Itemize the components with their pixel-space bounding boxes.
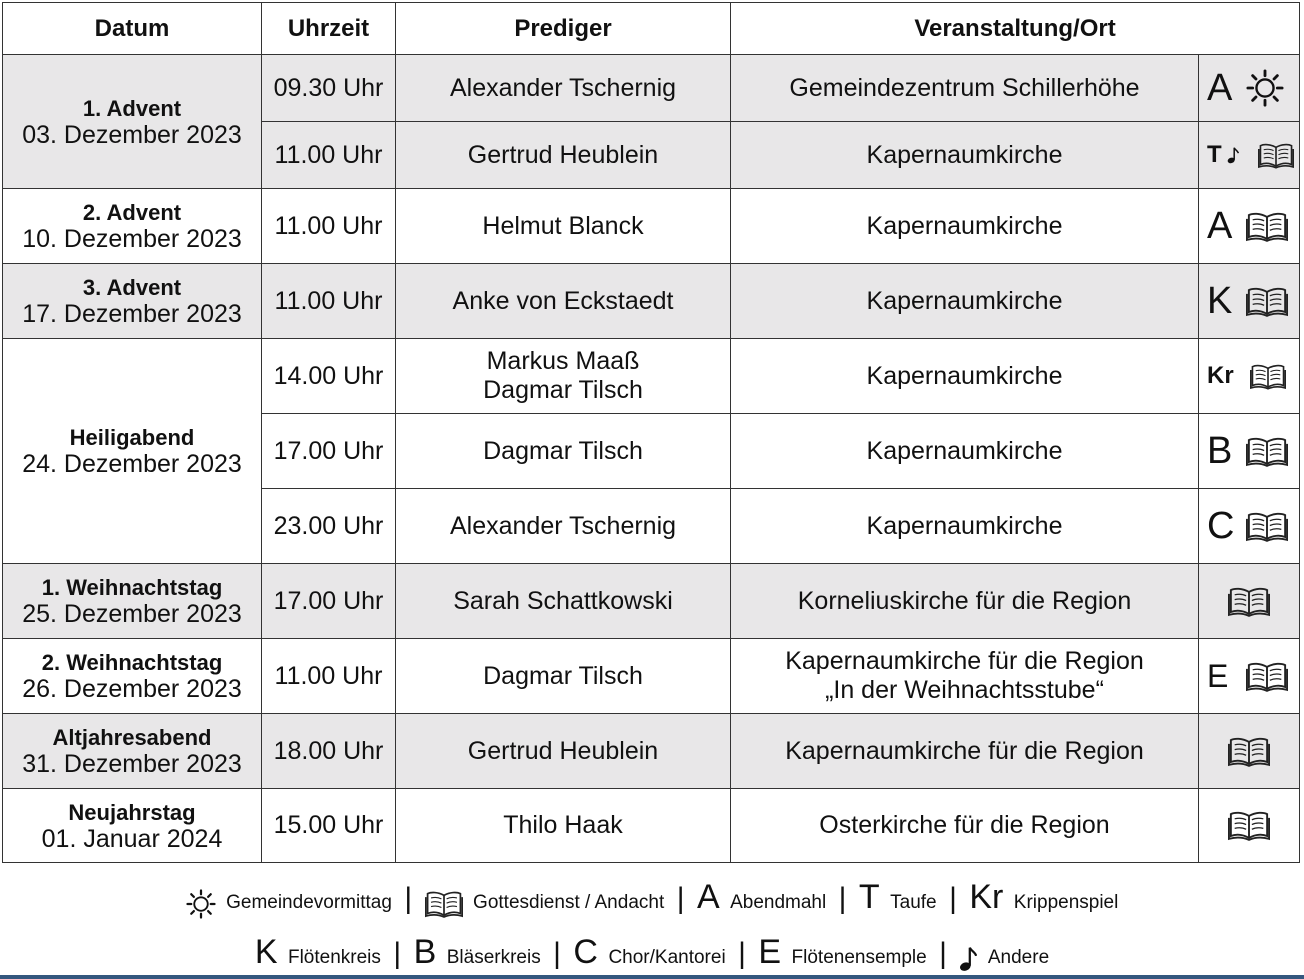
date-title: Neujahrstag xyxy=(68,799,196,825)
symbol-cell xyxy=(1199,264,1300,339)
legend-line-1 xyxy=(0,878,1304,919)
preacher-cell: Gertrud Heublein xyxy=(396,122,731,189)
preacher-cell: Dagmar Tilsch xyxy=(396,639,731,714)
book-icon xyxy=(1228,586,1270,617)
place-cell: Kapernaumkirche xyxy=(731,414,1199,489)
place-cell: Kapernaumkirche xyxy=(731,264,1199,339)
date-cell xyxy=(3,55,262,189)
legend-t-symbol: T xyxy=(858,878,880,916)
date-title: Altjahresabend xyxy=(52,725,212,750)
legend-e-symbol: E xyxy=(758,933,782,971)
date-cell xyxy=(3,714,262,789)
time-cell: 18.00 Uhr xyxy=(262,714,396,789)
symbol-cell xyxy=(1199,339,1300,414)
time-cell: 17.00 Uhr xyxy=(262,414,396,489)
preacher-cell: Alexander Tschernig xyxy=(396,55,731,122)
preacher-cell: Gertrud Heublein xyxy=(396,714,731,789)
date-title: 3. Advent xyxy=(82,275,182,300)
header-datum: Datum xyxy=(3,3,262,55)
book-icon xyxy=(1258,142,1294,169)
book-icon xyxy=(1246,661,1288,692)
symbol-letter: C xyxy=(1207,505,1235,547)
symbol-cell xyxy=(1199,189,1300,264)
legend-kr-symbol: Kr xyxy=(969,878,1004,916)
legend-k-symbol: K xyxy=(254,933,278,971)
place-line: Kapernaumkirche für die Region xyxy=(785,647,1144,675)
date-cell xyxy=(3,189,262,264)
symbol-cell xyxy=(1199,564,1300,639)
date-title: 2. Weihnachtstag xyxy=(41,650,223,675)
symbol-cell xyxy=(1199,122,1300,189)
table-row xyxy=(3,55,1300,122)
preacher-cell xyxy=(396,339,731,414)
symbol-letter: A xyxy=(1207,67,1233,109)
symbol-letter: B xyxy=(1207,430,1233,472)
date-value: 01. Januar 2024 xyxy=(41,824,223,853)
place-cell: Osterkirche für die Region xyxy=(731,789,1199,863)
place-cell: Kapernaumkirche xyxy=(731,189,1199,264)
legend-floetenkreis: Flötenkreis xyxy=(287,947,381,968)
legend-separator: | xyxy=(838,882,847,915)
legend-abendmahl: Abendmahl xyxy=(730,892,827,913)
table-row xyxy=(3,789,1300,863)
legend-krippenspiel: Krippenspiel xyxy=(1013,892,1119,913)
book-icon xyxy=(1246,436,1288,467)
date-cell xyxy=(3,639,262,714)
time-cell: 11.00 Uhr xyxy=(262,264,396,339)
music-note-icon xyxy=(959,945,977,972)
place-cell: Kapernaumkirche xyxy=(731,122,1199,189)
symbol-letter: E xyxy=(1207,658,1229,694)
place-cell: Gemeindezentrum Schillerhöhe xyxy=(731,55,1199,122)
legend-separator: | xyxy=(404,882,413,915)
schedule-table xyxy=(2,2,1300,863)
preacher-line: Markus Maaß xyxy=(486,347,640,375)
music-note-icon xyxy=(1227,145,1239,165)
legend-floetenensemple: Flötenensemple xyxy=(791,947,927,968)
book-icon xyxy=(1228,736,1270,767)
date-cell xyxy=(3,789,262,863)
legend-b-symbol: B xyxy=(413,933,437,971)
preacher-cell: Anke von Eckstaedt xyxy=(396,264,731,339)
book-icon xyxy=(1246,286,1288,317)
date-value: 24. Dezember 2023 xyxy=(22,450,242,478)
symbol-cell xyxy=(1199,714,1300,789)
date-title: Heiligabend xyxy=(69,425,195,450)
time-cell: 09.30 Uhr xyxy=(262,55,396,122)
legend-c-symbol: C xyxy=(573,933,598,971)
book-icon xyxy=(1250,363,1286,390)
time-cell: 11.00 Uhr xyxy=(262,639,396,714)
table-row xyxy=(3,714,1300,789)
time-cell: 14.00 Uhr xyxy=(262,339,396,414)
legend-taufe: Taufe xyxy=(890,892,937,913)
date-cell xyxy=(3,339,262,564)
date-title: 2. Advent xyxy=(82,200,182,225)
legend-separator: | xyxy=(553,937,561,970)
date-value: 10. Dezember 2023 xyxy=(22,225,242,253)
symbol-letter: Kr xyxy=(1207,362,1234,389)
book-icon xyxy=(1246,511,1288,542)
symbol-cell xyxy=(1199,414,1300,489)
place-cell: Kapernaumkirche xyxy=(731,339,1199,414)
table-row xyxy=(3,639,1300,714)
place-cell: Korneliuskirche für die Region xyxy=(731,564,1199,639)
preacher-cell: Dagmar Tilsch xyxy=(396,414,731,489)
sun-icon xyxy=(186,889,216,919)
legend-separator: | xyxy=(949,882,957,915)
legend-line-2 xyxy=(0,933,1304,972)
legend-a-symbol: A xyxy=(696,878,720,916)
legend-andere: Andere xyxy=(987,947,1050,968)
time-cell: 11.00 Uhr xyxy=(262,189,396,264)
preacher-line: Dagmar Tilsch xyxy=(483,376,643,404)
sun-icon xyxy=(1246,69,1284,107)
date-title: 1. Weihnachtstag xyxy=(41,575,223,600)
header-prediger: Prediger xyxy=(396,3,731,55)
table-row xyxy=(3,264,1300,339)
table-row xyxy=(3,564,1300,639)
preacher-cell: Thilo Haak xyxy=(396,789,731,863)
symbol-cell xyxy=(1199,639,1300,714)
place-cell: Kapernaumkirche für die Region xyxy=(731,714,1199,789)
date-value: 26. Dezember 2023 xyxy=(22,675,242,703)
place-line: „In der Weihnachtsstube“ xyxy=(825,676,1104,704)
book-icon xyxy=(425,890,463,918)
symbol-cell xyxy=(1199,489,1300,564)
legend-separator: | xyxy=(676,882,685,915)
book-icon xyxy=(1246,211,1288,242)
legend-separator: | xyxy=(393,937,402,970)
symbol-cell xyxy=(1199,55,1300,122)
header-uhrzeit: Uhrzeit xyxy=(262,3,396,55)
symbol-cell xyxy=(1199,789,1300,863)
symbol-letter: K xyxy=(1207,280,1233,322)
time-cell: 11.00 Uhr xyxy=(262,122,396,189)
table-row xyxy=(3,189,1300,264)
legend-gemeindevormittag: Gemeindevormittag xyxy=(226,892,392,913)
legend-blaeserkreis: Bläserkreis xyxy=(446,947,541,968)
place-cell xyxy=(731,639,1199,714)
date-cell xyxy=(3,264,262,339)
bottom-border xyxy=(0,975,1304,979)
symbol-letter: A xyxy=(1207,205,1233,247)
date-value: 03. Dezember 2023 xyxy=(22,120,242,149)
time-cell: 17.00 Uhr xyxy=(262,564,396,639)
preacher-cell: Sarah Schattkowski xyxy=(396,564,731,639)
symbol-letter: T xyxy=(1207,141,1222,168)
preacher-cell: Alexander Tschernig xyxy=(396,489,731,564)
place-cell: Kapernaumkirche xyxy=(731,489,1199,564)
date-value: 25. Dezember 2023 xyxy=(22,600,242,628)
preacher-cell: Helmut Blanck xyxy=(396,189,731,264)
date-value: 17. Dezember 2023 xyxy=(22,300,242,328)
date-cell xyxy=(3,564,262,639)
table-row xyxy=(3,339,1300,414)
date-value: 31. Dezember 2023 xyxy=(22,750,242,778)
time-cell: 23.00 Uhr xyxy=(262,489,396,564)
time-cell: 15.00 Uhr xyxy=(262,789,396,863)
legend-gottesdienst: Gottesdienst / Andacht xyxy=(473,892,665,913)
book-icon xyxy=(1228,810,1270,841)
header-ort: Veranstaltung/Ort xyxy=(731,3,1300,55)
legend-chor: Chor/Kantorei xyxy=(608,947,726,968)
legend-separator: | xyxy=(939,937,947,970)
date-title: 1. Advent xyxy=(82,95,182,121)
legend-separator: | xyxy=(738,937,746,970)
